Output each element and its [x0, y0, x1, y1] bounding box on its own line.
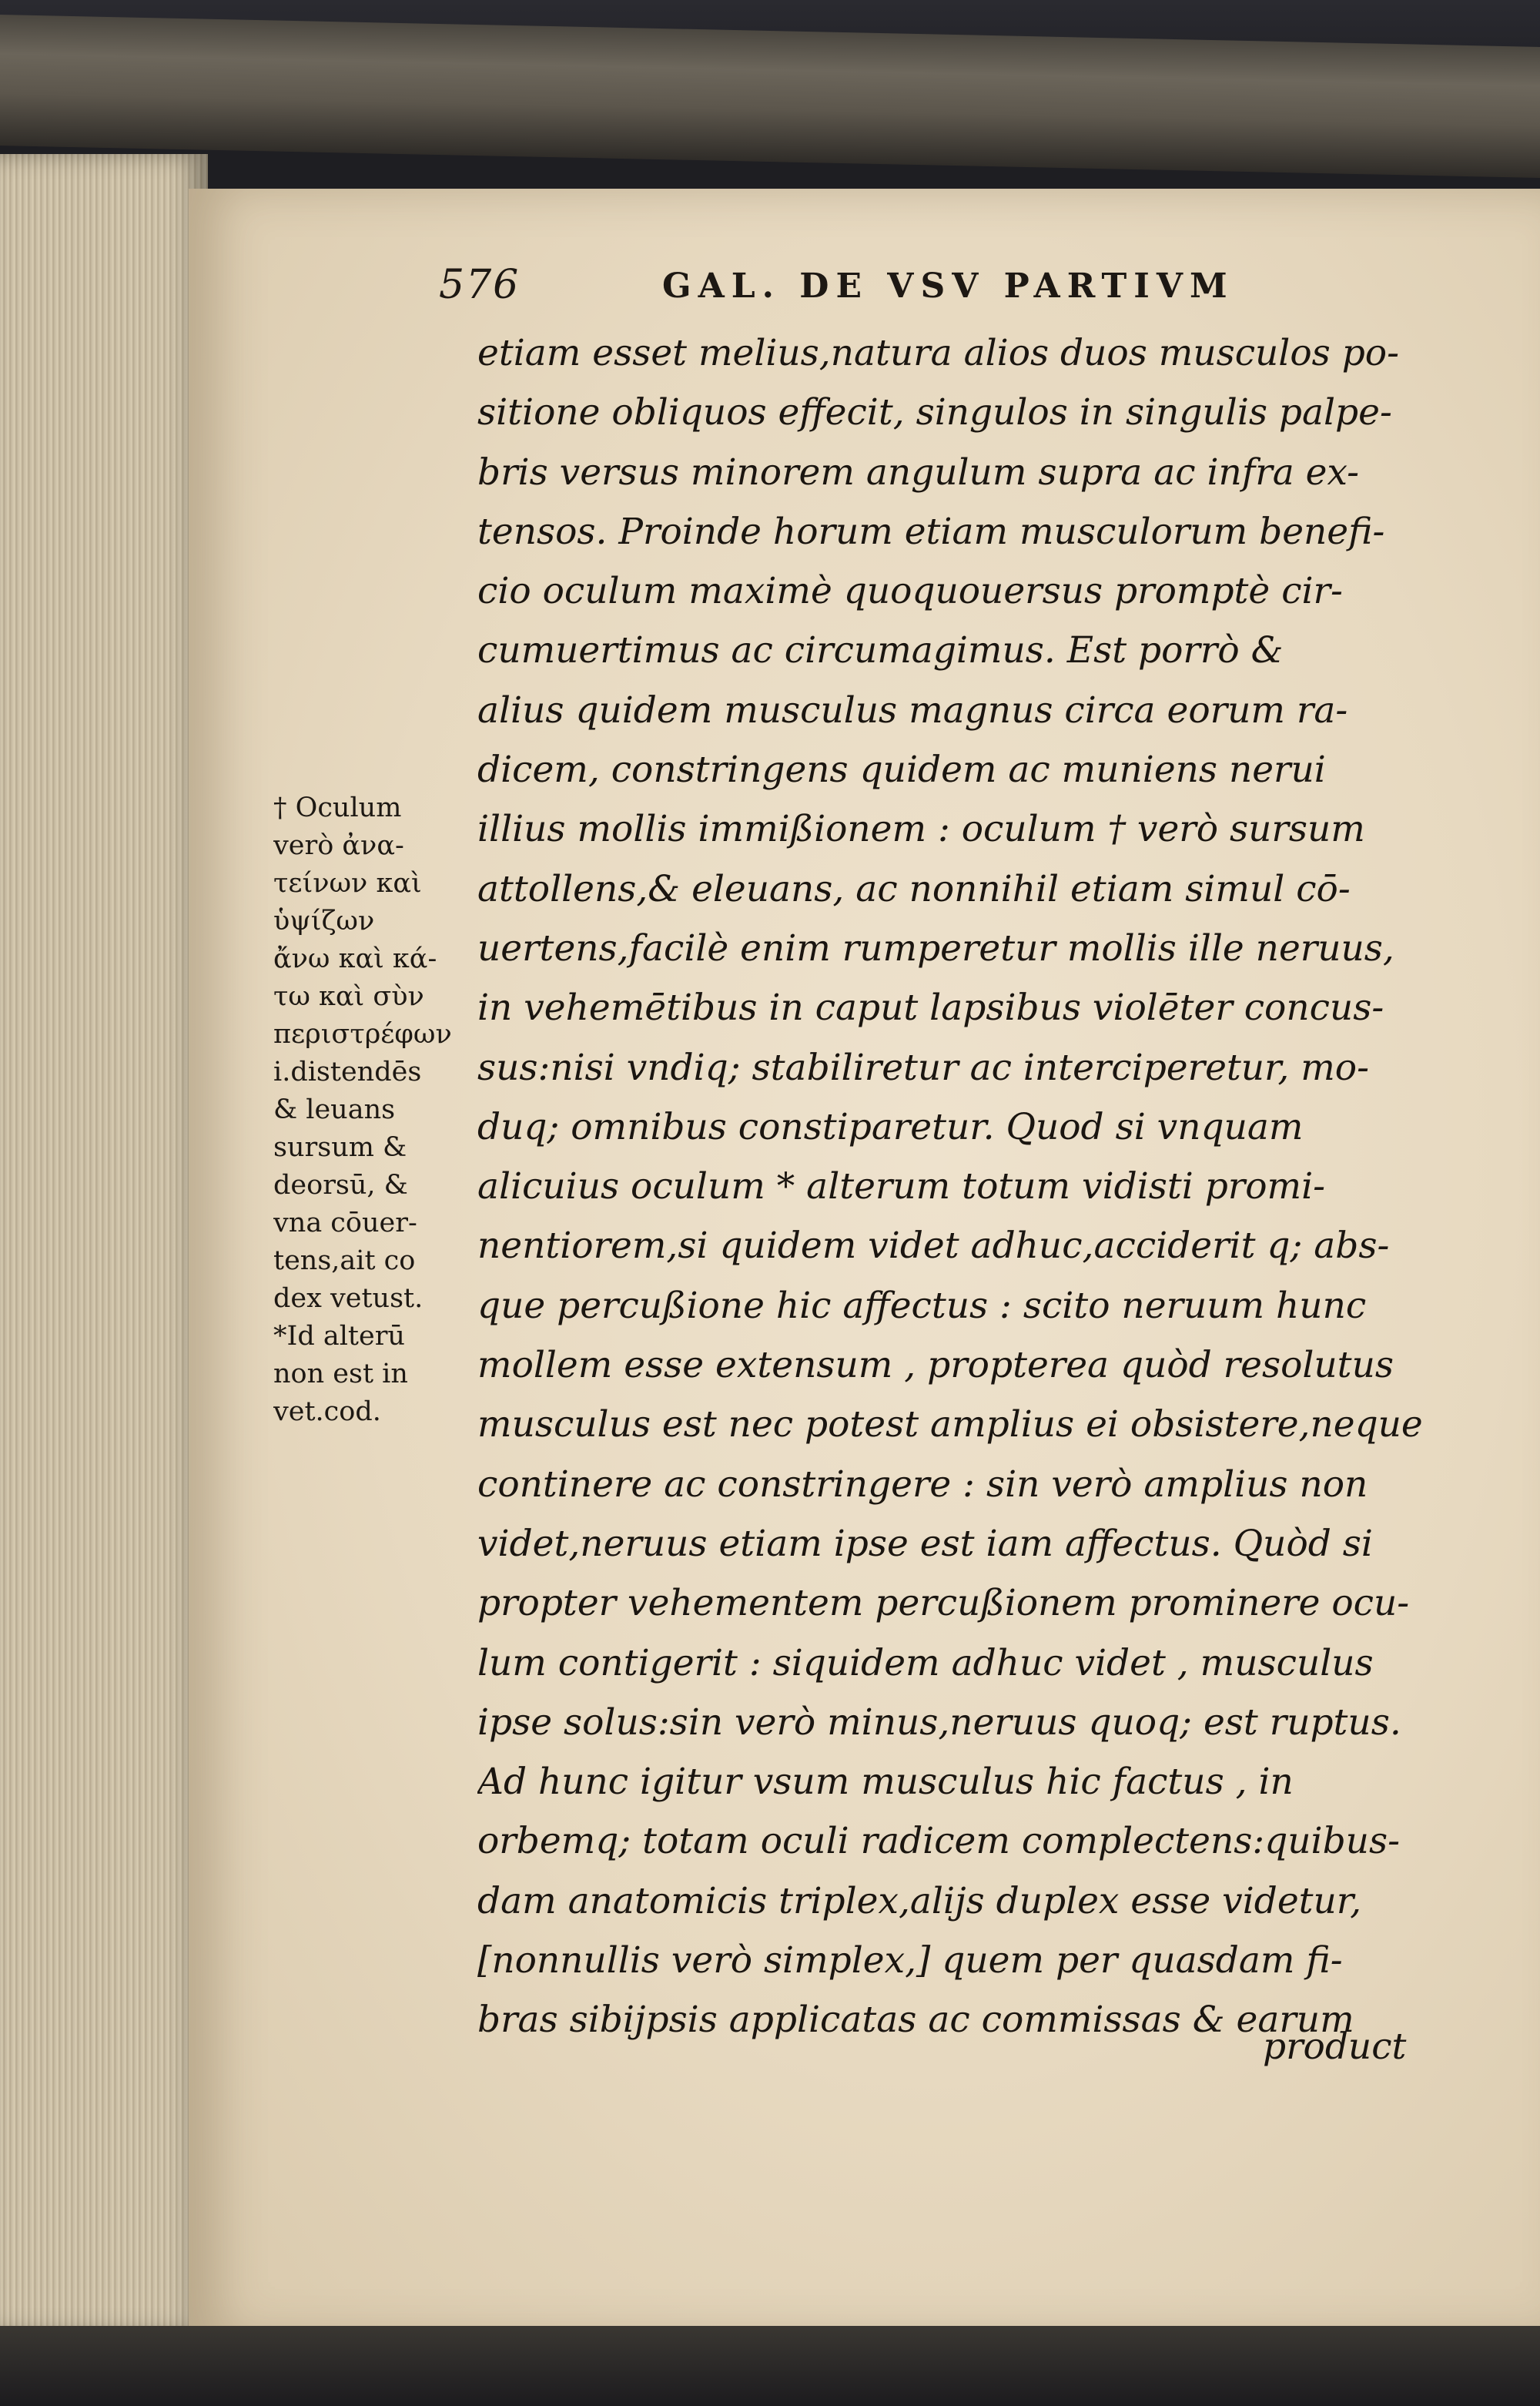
text-line: alius quidem musculus magnus circa eorum ra- — [477, 689, 1348, 732]
margin-note-line: sursum & — [273, 1132, 407, 1163]
text-line: ipse solus:sin verò minus,neruus quoq; est ruptus. — [477, 1701, 1401, 1744]
margin-note-line: vet.cod. — [273, 1396, 381, 1427]
text-line: dicem, constringens quidem ac muniens nerui — [477, 749, 1326, 792]
text-line: propter vehementem percußionem prominere ocu- — [477, 1582, 1410, 1625]
text-line: attollens,& eleuans, ac nonnihil etiam simul cō- — [477, 867, 1351, 910]
text-line: orbemq; totam oculi radicem complectens:quibus- — [477, 1820, 1400, 1863]
text-line: mollem esse extensum , propterea quòd resolutus — [477, 1344, 1394, 1387]
margin-note-line: non est in — [273, 1359, 408, 1389]
margin-note-line: deorsū, & — [273, 1170, 408, 1201]
text-line: illius mollis immißionem : oculum † verò sursum — [477, 808, 1365, 851]
margin-note-line: τω καὶ σὺν — [273, 981, 424, 1012]
margin-note-line: † Oculum — [273, 793, 402, 823]
text-line: lum contigerit : siquidem adhuc videt , musculus — [477, 1641, 1374, 1684]
text-line: alicuius oculum * alterum totum vidisti promi- — [477, 1165, 1326, 1208]
text-line: dam anatomicis triplex,aliјs duplex esse videtur, — [477, 1879, 1362, 1922]
marginal-note — [273, 789, 477, 1431]
book-binding-top — [0, 15, 1540, 178]
text-line: continere ac constringere : sin verò amplius non — [477, 1463, 1368, 1506]
text-line: nentiorem,si quidem videt adhuc,acciderit q; abs- — [477, 1225, 1390, 1268]
text-line: [nonnullis verò simplex,] quem per quasdam fi- — [477, 1939, 1343, 1982]
catchword: product — [1263, 2026, 1407, 2068]
margin-note-line: dex vetust. — [273, 1283, 424, 1314]
page-fore-edge — [0, 154, 208, 2334]
page-header — [439, 262, 1440, 316]
text-line: bris versus minorem angulum supra ac infra ex- — [477, 451, 1360, 494]
text-line: sitione obliquos effecit, singulos in singulis palpe- — [477, 391, 1392, 434]
text-line: tensos. Proinde horum etiam musculorum benefi- — [477, 510, 1385, 553]
text-line: Ad hunc igitur vsum musculus hic factus , in — [477, 1761, 1294, 1804]
text-line: cio oculum maximè quoquouersus promptè cir- — [477, 570, 1343, 613]
margin-note-line: tens,ait co — [273, 1245, 416, 1276]
book-edge-bottom — [0, 2326, 1540, 2406]
text-line: musculus est nec potest amplius ei obsistere,neque — [477, 1403, 1423, 1446]
margin-note-line: ἄνω καὶ κά- — [273, 943, 437, 974]
text-line: videt,neruus etiam ipse est iam affectus. Quòd si — [477, 1522, 1373, 1565]
text-line: sus:nisi vndiq; stabiliretur ac interciperetur, mo- — [477, 1046, 1369, 1089]
margin-note-line: *Id alterū — [273, 1321, 405, 1352]
margin-note-line: i.distendēs — [273, 1057, 422, 1087]
margin-note-line: vna cōuer- — [273, 1208, 417, 1238]
text-line: duq; omnibus constiparetur. Quod si vnquam — [477, 1105, 1304, 1148]
text-line: in vehemētibus in caput lapsibus violēter concus- — [477, 987, 1384, 1030]
text-line: cumuertimus ac circumagimus. Est porrò & — [477, 629, 1284, 672]
text-line: uertens,facilè enim rumperetur mollis ille neruus, — [477, 927, 1394, 970]
margin-note-line: περιστρέφων — [273, 1019, 452, 1050]
text-line: que percußione hic affectus : scito neruum hunc — [477, 1284, 1367, 1327]
running-title: GAL. DE VSV PARTIVM — [662, 266, 1234, 306]
text-line: etiam esset melius,natura alios duos musculos po- — [477, 332, 1399, 374]
main-text-block — [477, 323, 1448, 2050]
margin-note-line: verò ἀνα- — [273, 830, 404, 861]
margin-note-line: & leuans — [273, 1094, 396, 1125]
margin-note-line: ὑψίζων — [273, 906, 375, 937]
text-line: bras sibijpsis applicatas ac commissas & earum — [477, 1999, 1354, 2042]
page-number: 576 — [439, 262, 521, 308]
margin-note-line: τείνων καὶ — [273, 868, 422, 899]
